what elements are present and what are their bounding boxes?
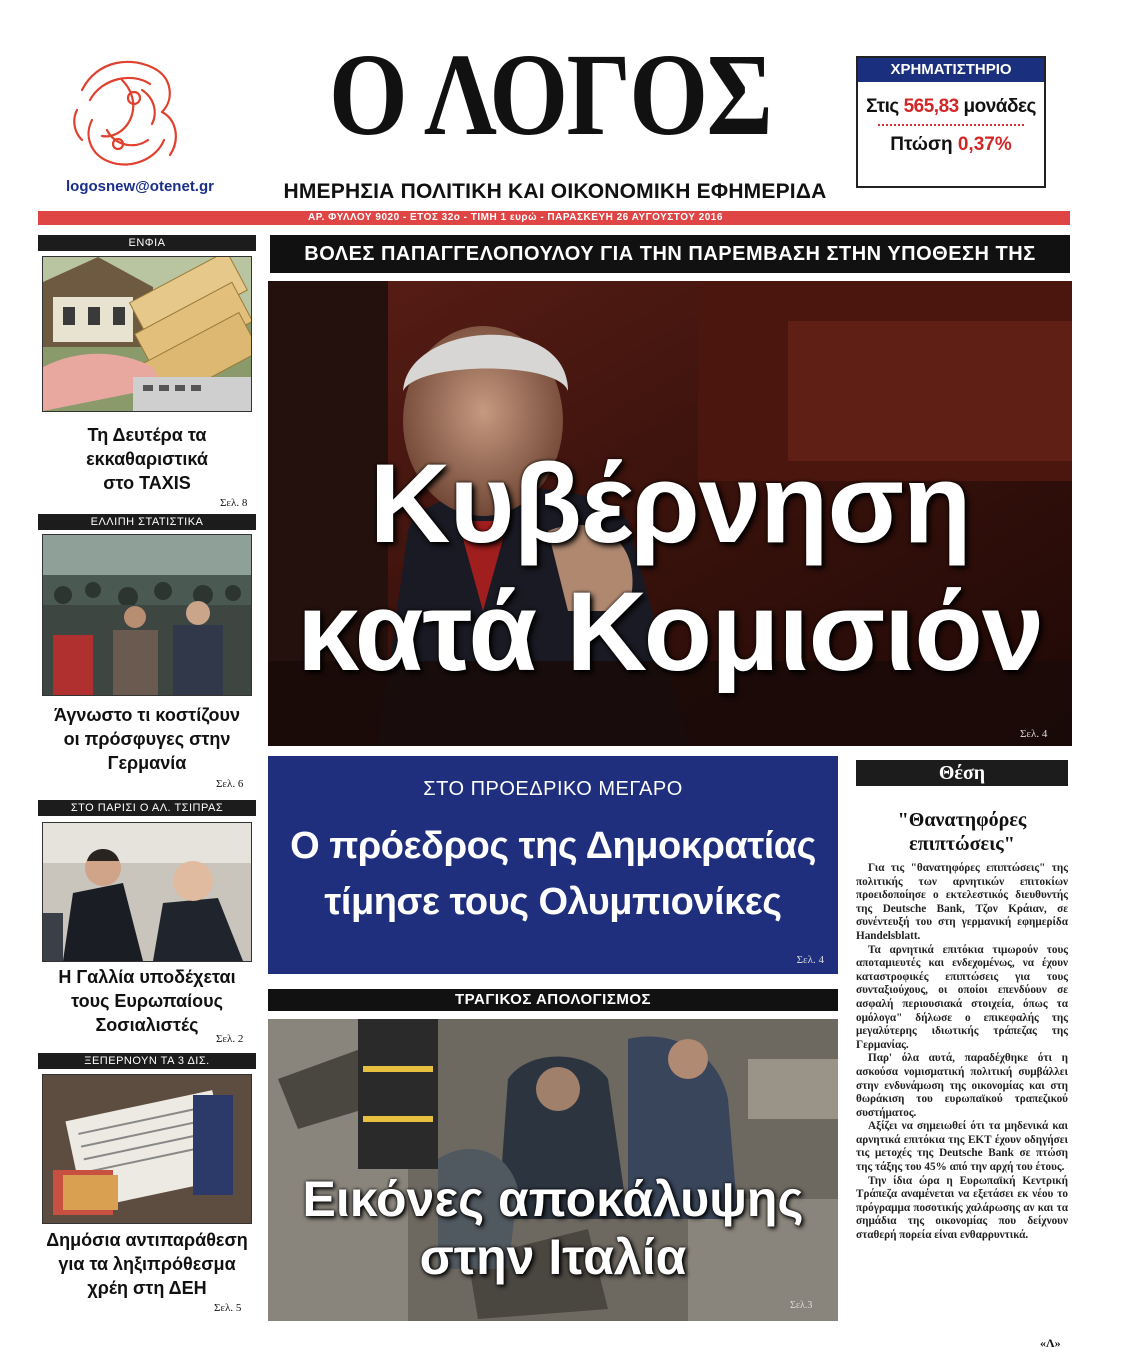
stock-market-box <box>856 56 1046 188</box>
sidebar-label-statistics: ΕΛΛΙΠΗ ΣΤΑΤΙΣΤΙΚΑ <box>38 514 256 530</box>
opinion-paragraph: Τα αρνητικά επιτόκια τιμωρούν τους αποταμιευτές και ενδεχομένως, να έχουν καταστροφικές επιπτώσεις για τους συνταξιούχους, οι οποίοι επενδύουν σε ασφαλή περιουσιακά στοιχεία, όπως τα ομόλογα" δήλωσε ο επικεφαλής της μεγαλύτερης ιδιωτικής τράπεζας της Γερμανίας. <box>856 943 1068 1051</box>
tragic-headline-line-1: Εικόνες αποκάλυψης <box>302 1171 804 1227</box>
sidebar-story-1[interactable] <box>38 423 256 495</box>
sidebar-image-tsipras <box>42 822 252 962</box>
sidebar-story-2-page: Σελ. 6 <box>216 778 244 790</box>
stock-value: 565,83 <box>903 96 959 117</box>
stock-change-value: 0,37% <box>957 134 1012 155</box>
sidebar-label-enfia: ΕΝΦΙΑ <box>38 235 256 251</box>
stock-suffix: μονάδες <box>963 96 1036 117</box>
opinion-paragraph: Αξίζει να σημειωθεί ότι τα μηδενικά και αρνητικά επιτόκια της ΕΚΤ έχουν οδηγήσει τις μετοχές της Deutsche Bank σε πτώση της τάξης του 45% από την αρχή του έτους. <box>856 1120 1068 1174</box>
opinion-label: Θέση <box>856 760 1068 786</box>
stock-change-line <box>858 134 1044 156</box>
stock-label: ΧΡΗΜΑΤΙΣΤΗΡΙΟ <box>858 58 1044 82</box>
sidebar-story-3-text: Η Γαλλία υποδέχεται τους Ευρωπαίους Σοσιαλιστές <box>58 967 236 1035</box>
sidebar-image-bills <box>42 1074 252 1224</box>
sidebar-story-3[interactable] <box>38 965 256 1037</box>
tragic-kicker-bar: ΤΡΑΓΙΚΟΣ ΑΠΟΛΟΓΙΣΜΟΣ <box>268 989 838 1011</box>
presidential-headline-line-1: Ο πρόεδρος της Δημοκρατίας <box>290 825 816 867</box>
main-headline <box>268 440 1072 696</box>
presidential-headline-line-2: τίμησε τους Ολυμπιονίκες <box>324 881 782 923</box>
newspaper-subtitle: ΗΜΕΡΗΣΙΑ ΠΟΛΙΤΙΚΗ ΚΑΙ ΟΙΚΟΝΟΜΙΚΗ ΕΦΗΜΕΡΙΔΑ <box>283 180 827 203</box>
presidential-kicker: ΣΤΟ ΠΡΟΕΔΡΙΚΟ ΜΕΓΑΡΟ <box>423 778 683 800</box>
main-kicker-bar: ΒΟΛΕΣ ΠΑΠΑΓΓΕΛΟΠΟΥΛΟΥ ΓΙΑ ΤΗΝ ΠΑΡΕΜΒΑΣΗ ΣΤΗΝ ΥΠΟΘΕΣΗ ΤΗΣ <box>270 235 1070 273</box>
stock-divider <box>878 124 1024 126</box>
tragic-page-ref: Σελ.3 <box>790 1300 813 1311</box>
main-headline-line-1: Κυβέρνηση <box>369 441 971 566</box>
sidebar-image-euro-notes <box>42 256 252 412</box>
sidebar-story-1-page: Σελ. 8 <box>220 497 248 509</box>
masthead-logo-art <box>62 50 192 180</box>
sidebar-image-refugees <box>42 534 252 696</box>
sidebar-story-4-text: Δημόσια αντιπαράθεση για τα ληξιπρόθεσμα χρέη στη ΔΕΗ <box>46 1230 248 1298</box>
stock-change-prefix: Πτώση <box>890 134 953 155</box>
opinion-signature: «Λ» <box>1040 1336 1061 1350</box>
sidebar-label-dei: ΞΕΠΕΡΝΟΥΝ ΤΑ 3 ΔΙΣ. <box>38 1053 256 1069</box>
sidebar-story-4-page: Σελ. 5 <box>214 1302 242 1314</box>
opinion-title <box>856 808 1068 856</box>
tragic-headline <box>268 1170 838 1286</box>
sidebar-story-2[interactable] <box>38 703 256 775</box>
main-headline-line-2: κατά Κομισιόν <box>296 569 1044 694</box>
stock-prefix: Στις <box>866 96 899 117</box>
presidential-headline <box>268 818 838 930</box>
email-address: logosnew@otenet.gr <box>66 178 214 195</box>
presidential-page-ref: Σελ. 4 <box>796 954 824 966</box>
tragic-headline-line-2: στην Ιταλία <box>419 1229 687 1285</box>
opinion-paragraph: Παρ' όλα αυτά, παραδέχθηκε ότι η ασκούσα νομισματική πολιτική συμβάλλει στην ενδυνάμωση της οικονομίας και στη θωράκιση του ευρωπαϊκού τραπεζικού συστήματος. <box>856 1052 1068 1119</box>
opinion-body <box>856 862 1068 1243</box>
issue-info-text: ΑΡ. ΦΥΛΛΟΥ 9020 - ΕΤΟΣ 32ο - ΤΙΜΗ 1 ευρώ - ΠΑΡΑΣΚΕΥΗ 26 ΑΥΓΟΥΣΤΟΥ 2016 <box>308 212 723 223</box>
opinion-paragraph: Την ίδια ώρα η Ευρωπαϊκή Κεντρική Τράπεζα αναμένεται να εξετάσει εκ νέου το πρόγραμμα ποσοτικής χαλάρωσης αν και τα σημάδια της οικονομίας που δείχνουν σταθερή πορεία είναι ενθαρρυντικά. <box>856 1174 1068 1242</box>
stock-points-line <box>858 96 1044 118</box>
sidebar-story-3-page: Σελ. 2 <box>216 1033 244 1045</box>
presidential-story-box[interactable] <box>268 756 838 974</box>
sidebar-story-2-text: Άγνωστο τι κοστίζουν οι πρόσφυγες στην Γερμανία <box>54 705 240 773</box>
sidebar-label-tsipras: ΣΤΟ ΠΑΡΙΣΙ Ο ΑΛ. ΤΣΙΠΡΑΣ <box>38 800 256 816</box>
main-page-ref: Σελ. 4 <box>1020 728 1048 740</box>
opinion-title-line-2: επιπτώσεις" <box>909 833 1015 855</box>
newspaper-title: Ο ΛΟΓΟΣ <box>328 29 772 160</box>
issue-info-bar <box>38 211 1070 225</box>
sidebar-story-1-text: Τη Δευτέρα τα εκκαθαριστικά στο TAXIS <box>86 425 208 493</box>
opinion-paragraph: Για τις "θανατηφόρες επιπτώσεις" της πολιτικής των αρνητικών επιτοκίων προειδοποίησε ο εκτελεστικός διευθυντής της Deutsche Bank, Τζον Κράιαν, σε συνέντευξή του στη γερμανική εφημερίδα Handelsblatt. <box>856 862 1068 942</box>
opinion-title-line-1: "Θανατηφόρες <box>897 809 1027 831</box>
sidebar-story-4[interactable] <box>38 1228 256 1300</box>
